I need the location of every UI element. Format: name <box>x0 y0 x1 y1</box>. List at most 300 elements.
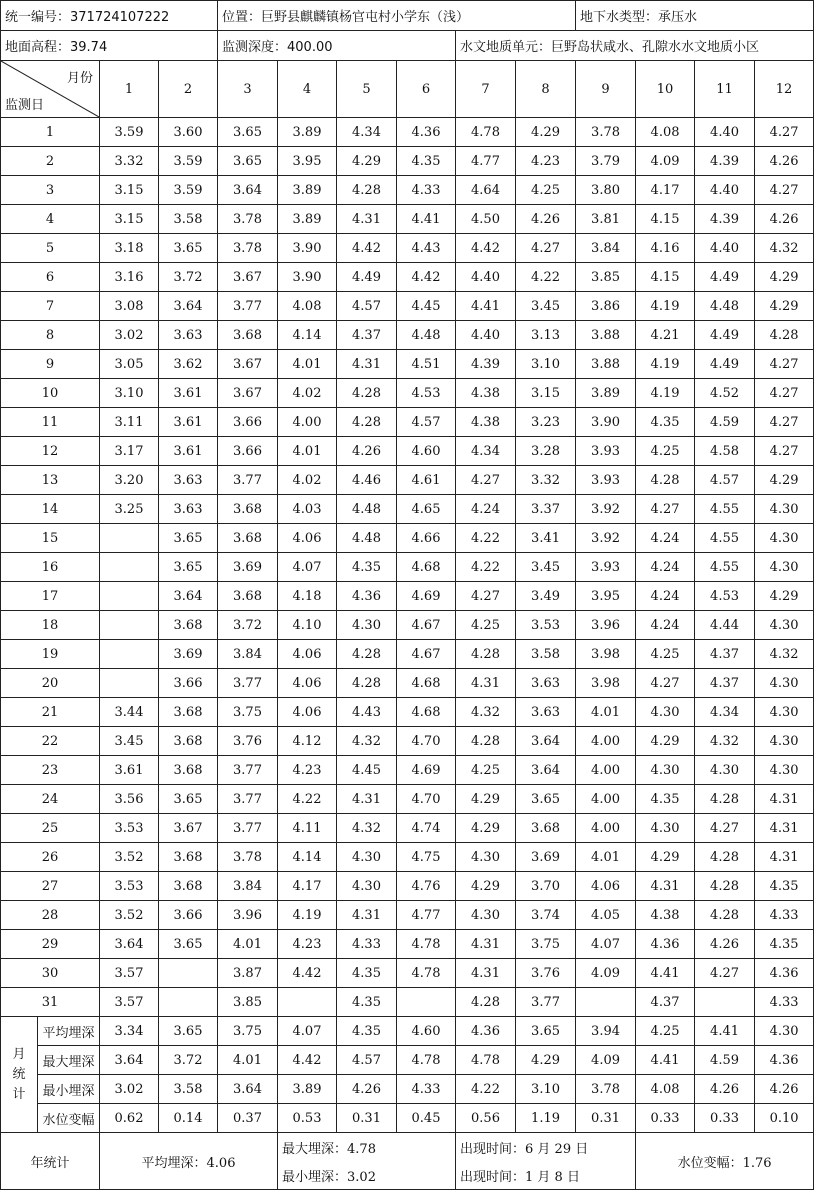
stat-value: 0.53 <box>278 1104 337 1133</box>
depth-value: 3.68 <box>218 582 278 611</box>
depth-value: 4.14 <box>278 321 337 350</box>
depth-value <box>278 988 337 1017</box>
depth-value: 3.78 <box>576 118 636 147</box>
depth-value: 4.49 <box>337 263 397 292</box>
stat-value: 4.57 <box>337 1046 397 1075</box>
depth-value: 4.30 <box>636 698 695 727</box>
month-header: 11 <box>695 61 755 118</box>
day-row <box>1 263 814 292</box>
stat-value: 4.41 <box>636 1046 695 1075</box>
depth-value: 4.31 <box>337 785 397 814</box>
depth-value: 3.68 <box>159 698 218 727</box>
depth-value: 3.56 <box>100 785 159 814</box>
depth-value: 4.29 <box>636 843 695 872</box>
depth-value: 3.66 <box>159 901 218 930</box>
depth-value: 3.13 <box>516 321 576 350</box>
depth-value: 4.01 <box>576 843 636 872</box>
day-row <box>1 147 814 176</box>
day-row <box>1 524 814 553</box>
depth-value: 3.77 <box>516 988 576 1017</box>
day-row <box>1 727 814 756</box>
depth-value: 4.26 <box>516 205 576 234</box>
depth-value: 3.64 <box>159 292 218 321</box>
depth-value: 4.29 <box>755 582 814 611</box>
depth-value: 4.28 <box>695 785 755 814</box>
depth-value <box>159 959 218 988</box>
depth-value: 3.65 <box>218 118 278 147</box>
stat-value: 0.33 <box>695 1104 755 1133</box>
depth-value: 4.07 <box>576 930 636 959</box>
annual-min-time: 出现时间：1 月 8 日 <box>456 1161 636 1190</box>
depth-value: 4.26 <box>755 205 814 234</box>
depth-value: 4.31 <box>337 901 397 930</box>
day-row <box>1 495 814 524</box>
stat-value: 4.09 <box>576 1046 636 1075</box>
depth-label: 监测深度：400.00 <box>218 31 456 61</box>
depth-value: 4.06 <box>576 872 636 901</box>
depth-value: 4.30 <box>755 756 814 785</box>
depth-value: 4.29 <box>516 118 576 147</box>
depth-value: 3.66 <box>218 408 278 437</box>
depth-value: 4.32 <box>337 814 397 843</box>
day-row <box>1 930 814 959</box>
annual-max: 最大埋深：4.78 <box>278 1133 456 1162</box>
day-number: 16 <box>1 553 100 582</box>
day-number: 5 <box>1 234 100 263</box>
depth-value: 4.66 <box>397 524 456 553</box>
day-number: 30 <box>1 959 100 988</box>
depth-value: 3.77 <box>218 756 278 785</box>
header-row-2 <box>1 31 814 61</box>
depth-value: 4.49 <box>695 263 755 292</box>
depth-value: 3.65 <box>159 930 218 959</box>
day-number: 29 <box>1 930 100 959</box>
annual-row-1 <box>1 1133 814 1162</box>
stat-value: 4.29 <box>516 1046 576 1075</box>
depth-value: 4.53 <box>397 379 456 408</box>
monthly-stats-label <box>1 1017 38 1133</box>
depth-value: 3.68 <box>218 321 278 350</box>
depth-value: 3.98 <box>576 669 636 698</box>
depth-value: 3.89 <box>278 118 337 147</box>
depth-value: 4.37 <box>695 640 755 669</box>
depth-value: 3.05 <box>100 350 159 379</box>
depth-value: 3.68 <box>218 524 278 553</box>
day-number: 24 <box>1 785 100 814</box>
month-axis-label: 月份 <box>66 71 93 86</box>
depth-value: 3.90 <box>576 408 636 437</box>
day-number: 8 <box>1 321 100 350</box>
stat-value: 3.10 <box>516 1075 576 1104</box>
depth-value: 3.85 <box>576 263 636 292</box>
depth-value: 3.59 <box>159 176 218 205</box>
depth-value: 4.36 <box>397 118 456 147</box>
depth-value: 4.24 <box>636 524 695 553</box>
stat-value: 0.62 <box>100 1104 159 1133</box>
stat-value: 3.64 <box>100 1046 159 1075</box>
depth-value: 3.77 <box>218 466 278 495</box>
depth-value: 3.67 <box>159 814 218 843</box>
day-number: 2 <box>1 147 100 176</box>
depth-value: 4.19 <box>278 901 337 930</box>
depth-value: 4.30 <box>456 901 516 930</box>
depth-value: 4.32 <box>695 727 755 756</box>
depth-value: 4.39 <box>695 205 755 234</box>
depth-value: 4.31 <box>755 843 814 872</box>
depth-value: 3.57 <box>100 959 159 988</box>
depth-value: 4.24 <box>636 582 695 611</box>
depth-value: 3.66 <box>159 669 218 698</box>
depth-value: 4.31 <box>755 814 814 843</box>
depth-value: 4.25 <box>456 756 516 785</box>
day-axis-label: 监测日 <box>5 98 45 113</box>
depth-value: 3.52 <box>100 843 159 872</box>
stat-value: 4.41 <box>695 1017 755 1046</box>
depth-value: 4.27 <box>755 408 814 437</box>
depth-value: 4.44 <box>695 611 755 640</box>
depth-value: 4.24 <box>456 495 516 524</box>
depth-value: 3.86 <box>576 292 636 321</box>
diagonal-header-cell <box>1 61 100 118</box>
depth-value: 4.00 <box>576 727 636 756</box>
month-header: 4 <box>278 61 337 118</box>
depth-value: 4.42 <box>337 234 397 263</box>
day-number: 28 <box>1 901 100 930</box>
depth-value: 4.55 <box>695 553 755 582</box>
depth-value: 4.55 <box>695 524 755 553</box>
depth-value: 4.77 <box>456 147 516 176</box>
depth-value: 3.66 <box>218 437 278 466</box>
depth-value: 3.70 <box>516 872 576 901</box>
depth-value: 3.53 <box>100 872 159 901</box>
stat-value: 0.31 <box>337 1104 397 1133</box>
depth-value: 3.37 <box>516 495 576 524</box>
depth-value: 3.72 <box>159 263 218 292</box>
depth-value: 4.49 <box>695 321 755 350</box>
stat-value: 4.78 <box>456 1046 516 1075</box>
depth-value: 3.10 <box>100 379 159 408</box>
depth-value: 3.63 <box>516 669 576 698</box>
depth-value: 3.76 <box>218 727 278 756</box>
depth-value: 4.77 <box>397 901 456 930</box>
annual-label: 年统计 <box>1 1133 100 1190</box>
day-row <box>1 437 814 466</box>
depth-value: 4.78 <box>397 930 456 959</box>
depth-value: 3.78 <box>218 843 278 872</box>
depth-value: 4.28 <box>337 408 397 437</box>
annual-avg: 平均埋深：4.06 <box>100 1133 278 1190</box>
month-header-row <box>1 61 814 118</box>
depth-value: 3.32 <box>100 147 159 176</box>
depth-value: 4.28 <box>456 727 516 756</box>
depth-value: 4.48 <box>695 292 755 321</box>
depth-value: 3.53 <box>516 611 576 640</box>
depth-value: 4.25 <box>636 640 695 669</box>
depth-value: 4.50 <box>456 205 516 234</box>
depth-value: 4.30 <box>636 814 695 843</box>
day-number: 1 <box>1 118 100 147</box>
depth-value: 4.15 <box>636 205 695 234</box>
stat-value: 3.34 <box>100 1017 159 1046</box>
depth-value: 4.28 <box>636 466 695 495</box>
month-header: 3 <box>218 61 278 118</box>
depth-value: 4.35 <box>337 988 397 1017</box>
water-type-label: 地下水类型：承压水 <box>576 1 814 31</box>
depth-value: 3.69 <box>218 553 278 582</box>
annual-max-time: 出现时间：6 月 29 日 <box>456 1133 636 1162</box>
depth-value: 3.45 <box>516 292 576 321</box>
depth-value: 4.25 <box>456 611 516 640</box>
day-number: 22 <box>1 727 100 756</box>
depth-value: 4.21 <box>636 321 695 350</box>
depth-value: 4.69 <box>397 756 456 785</box>
day-row <box>1 582 814 611</box>
day-row <box>1 408 814 437</box>
day-row <box>1 843 814 872</box>
depth-value: 3.84 <box>218 872 278 901</box>
depth-value: 3.65 <box>159 553 218 582</box>
depth-value: 4.06 <box>278 524 337 553</box>
month-header: 5 <box>337 61 397 118</box>
depth-value: 4.43 <box>397 234 456 263</box>
stat-value: 4.36 <box>456 1017 516 1046</box>
depth-value: 4.23 <box>278 756 337 785</box>
depth-value: 3.28 <box>516 437 576 466</box>
depth-value: 3.85 <box>218 988 278 1017</box>
day-row <box>1 118 814 147</box>
stat-value: 3.02 <box>100 1075 159 1104</box>
month-header: 12 <box>755 61 814 118</box>
depth-value: 4.05 <box>576 901 636 930</box>
depth-value: 4.31 <box>337 205 397 234</box>
depth-value: 3.64 <box>516 727 576 756</box>
depth-value: 4.36 <box>755 959 814 988</box>
depth-value: 3.44 <box>100 698 159 727</box>
depth-value: 4.58 <box>695 437 755 466</box>
stat-value: 4.01 <box>218 1046 278 1075</box>
depth-value: 4.29 <box>456 785 516 814</box>
day-number: 12 <box>1 437 100 466</box>
depth-value: 3.68 <box>159 611 218 640</box>
depth-value: 4.42 <box>456 234 516 263</box>
stat-name: 最大埋深 <box>38 1046 100 1075</box>
depth-value: 4.74 <box>397 814 456 843</box>
depth-value: 4.57 <box>695 466 755 495</box>
stat-value: 3.72 <box>159 1046 218 1075</box>
depth-value: 4.43 <box>337 698 397 727</box>
depth-value: 4.08 <box>278 292 337 321</box>
depth-value: 3.95 <box>278 147 337 176</box>
depth-value: 4.02 <box>278 466 337 495</box>
depth-value: 3.61 <box>100 756 159 785</box>
depth-value: 3.68 <box>159 727 218 756</box>
depth-value: 4.26 <box>695 930 755 959</box>
depth-value: 4.34 <box>337 118 397 147</box>
depth-value: 4.30 <box>337 611 397 640</box>
depth-value: 4.27 <box>755 437 814 466</box>
depth-value: 4.57 <box>397 408 456 437</box>
depth-value: 3.20 <box>100 466 159 495</box>
month-header: 8 <box>516 61 576 118</box>
depth-value: 4.29 <box>755 263 814 292</box>
stat-name: 最小埋深 <box>38 1075 100 1104</box>
depth-value: 4.37 <box>695 669 755 698</box>
monthly-stat-row <box>1 1046 814 1075</box>
depth-value: 4.30 <box>695 756 755 785</box>
depth-value: 4.08 <box>636 118 695 147</box>
depth-value: 3.92 <box>576 524 636 553</box>
day-row <box>1 292 814 321</box>
depth-value: 3.32 <box>516 466 576 495</box>
stat-value: 3.94 <box>576 1017 636 1046</box>
depth-value: 4.33 <box>755 901 814 930</box>
day-number: 31 <box>1 988 100 1017</box>
depth-value: 4.01 <box>576 698 636 727</box>
depth-value: 3.90 <box>278 263 337 292</box>
depth-value: 4.70 <box>397 785 456 814</box>
depth-value: 3.80 <box>576 176 636 205</box>
depth-value: 3.49 <box>516 582 576 611</box>
depth-value: 3.67 <box>218 350 278 379</box>
day-row <box>1 756 814 785</box>
depth-value: 3.10 <box>516 350 576 379</box>
stat-value: 4.60 <box>397 1017 456 1046</box>
stat-name: 水位变幅 <box>38 1104 100 1133</box>
depth-value: 3.45 <box>516 553 576 582</box>
depth-value: 4.25 <box>636 437 695 466</box>
depth-value: 4.33 <box>755 988 814 1017</box>
depth-value: 4.11 <box>278 814 337 843</box>
depth-value: 4.78 <box>456 118 516 147</box>
depth-value: 4.19 <box>636 350 695 379</box>
depth-value: 3.89 <box>576 379 636 408</box>
depth-value: 3.62 <box>159 350 218 379</box>
day-number: 4 <box>1 205 100 234</box>
day-number: 21 <box>1 698 100 727</box>
depth-value: 4.09 <box>576 959 636 988</box>
stat-value: 0.56 <box>456 1104 516 1133</box>
monthly-stats-char: 统 <box>12 1066 26 1082</box>
depth-value: 3.69 <box>516 843 576 872</box>
depth-value: 4.30 <box>755 524 814 553</box>
month-header: 10 <box>636 61 695 118</box>
day-row <box>1 872 814 901</box>
depth-value: 4.30 <box>755 611 814 640</box>
depth-value: 3.78 <box>218 205 278 234</box>
depth-value: 3.93 <box>576 437 636 466</box>
depth-value: 3.53 <box>100 814 159 843</box>
depth-value: 4.32 <box>456 698 516 727</box>
depth-value: 4.38 <box>456 379 516 408</box>
depth-value: 4.30 <box>337 872 397 901</box>
depth-value: 4.69 <box>397 582 456 611</box>
depth-value: 4.35 <box>397 147 456 176</box>
monthly-stats-char: 月 <box>12 1046 26 1062</box>
depth-value: 4.68 <box>397 553 456 582</box>
depth-value: 4.27 <box>755 118 814 147</box>
annual-min: 最小埋深：3.02 <box>278 1161 456 1190</box>
depth-value: 4.36 <box>337 582 397 611</box>
depth-value: 4.27 <box>456 466 516 495</box>
depth-value: 3.41 <box>516 524 576 553</box>
depth-value: 4.00 <box>576 785 636 814</box>
depth-value: 3.65 <box>159 785 218 814</box>
stat-value: 4.22 <box>456 1075 516 1104</box>
depth-value <box>100 611 159 640</box>
depth-value: 4.67 <box>397 611 456 640</box>
depth-value: 4.29 <box>755 292 814 321</box>
depth-value: 3.88 <box>576 321 636 350</box>
depth-value: 4.27 <box>695 814 755 843</box>
depth-value: 4.42 <box>278 959 337 988</box>
stat-value: 4.33 <box>397 1075 456 1104</box>
depth-value: 4.27 <box>636 669 695 698</box>
stat-value: 4.30 <box>755 1017 814 1046</box>
depth-value: 3.63 <box>159 466 218 495</box>
hydro-unit-label: 水文地质单元：巨野岛状咸水、孔隙水水文地质小区 <box>456 31 814 61</box>
day-row <box>1 350 814 379</box>
depth-value: 4.10 <box>278 611 337 640</box>
depth-value: 4.00 <box>576 814 636 843</box>
depth-value: 4.38 <box>456 408 516 437</box>
depth-value: 4.68 <box>397 669 456 698</box>
day-number: 7 <box>1 292 100 321</box>
depth-value: 4.23 <box>516 147 576 176</box>
day-row <box>1 698 814 727</box>
depth-value: 3.17 <box>100 437 159 466</box>
depth-value: 3.57 <box>100 988 159 1017</box>
depth-value: 4.28 <box>337 640 397 669</box>
depth-value: 4.51 <box>397 350 456 379</box>
stat-value: 0.45 <box>397 1104 456 1133</box>
depth-value: 4.30 <box>456 843 516 872</box>
depth-value: 4.09 <box>636 147 695 176</box>
depth-value: 4.35 <box>337 553 397 582</box>
stat-value: 0.31 <box>576 1104 636 1133</box>
depth-value: 3.69 <box>159 640 218 669</box>
depth-value: 3.78 <box>218 234 278 263</box>
depth-value: 3.65 <box>516 785 576 814</box>
depth-value: 4.17 <box>636 176 695 205</box>
depth-value: 4.15 <box>636 263 695 292</box>
stat-value: 0.10 <box>755 1104 814 1133</box>
depth-value: 3.84 <box>576 234 636 263</box>
depth-value: 4.35 <box>636 408 695 437</box>
depth-value: 4.27 <box>695 959 755 988</box>
depth-value: 4.39 <box>695 147 755 176</box>
depth-value: 4.33 <box>337 930 397 959</box>
depth-value: 4.24 <box>636 553 695 582</box>
day-row <box>1 814 814 843</box>
depth-value: 4.64 <box>456 176 516 205</box>
depth-value: 4.01 <box>278 350 337 379</box>
day-row <box>1 321 814 350</box>
depth-value: 3.84 <box>218 640 278 669</box>
day-number: 6 <box>1 263 100 292</box>
depth-value: 4.78 <box>397 959 456 988</box>
depth-value <box>100 640 159 669</box>
depth-value: 3.68 <box>218 495 278 524</box>
depth-value: 4.30 <box>337 843 397 872</box>
depth-value: 4.60 <box>397 437 456 466</box>
depth-value: 3.64 <box>100 930 159 959</box>
depth-value: 4.29 <box>337 147 397 176</box>
month-header: 7 <box>456 61 516 118</box>
stat-value: 4.08 <box>636 1075 695 1104</box>
depth-value: 4.14 <box>278 843 337 872</box>
depth-value <box>159 988 218 1017</box>
day-row <box>1 785 814 814</box>
